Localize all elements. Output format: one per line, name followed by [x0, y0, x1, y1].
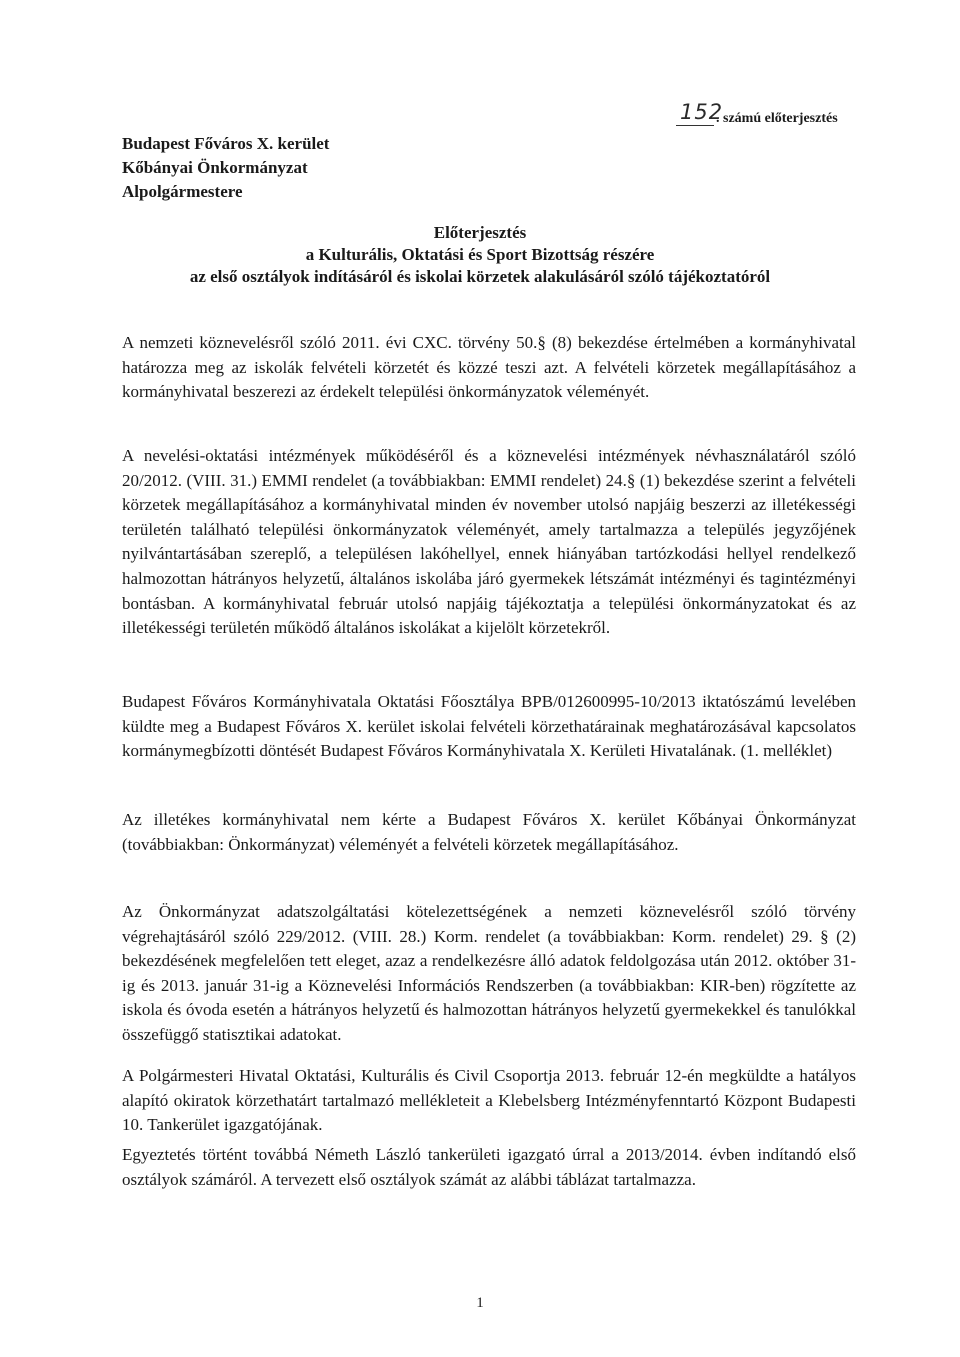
document-title: [0, 222, 960, 288]
title-heading: Előterjesztés: [433, 223, 527, 242]
handwritten-document-number: 152: [680, 100, 724, 124]
issuer-district: Budapest Főváros X. kerület: [122, 134, 330, 153]
paragraph: A nemzeti köznevelésről szóló 2011. évi CXC. törvény 50.§ (8) bekezdése értelmében a kormányhivatal határozza meg az iskolák felvételi körzetét és közzé teszi azt. A felvételi körzetek megállapításához a kormányhivatal beszerezi az érdekelt települési önkormányzatok véleményét.: [122, 333, 856, 402]
page-number: 1: [476, 1295, 484, 1311]
document-type-label: . számú előterjesztés: [716, 111, 838, 126]
number-underline: [676, 125, 714, 126]
title-recipient: a Kulturális, Oktatási és Sport Bizottság részére: [305, 245, 655, 264]
document-number-block: [676, 100, 876, 140]
issuer-office: Alpolgármestere: [122, 182, 243, 201]
issuer-municipality: Kőbányai Önkormányzat: [122, 158, 308, 177]
paragraph: A Polgármesteri Hivatal Oktatási, Kulturális és Civil Csoportja 2013. február 12-én megküldte a hatályos alapító okiratok körzethatárt tartalmazó mellékleteit a Klebelsberg Intézményfenntartó Központ Budapesti 10. Tankerület igazgatójának.: [122, 1066, 856, 1135]
paragraph: Egyeztetés történt továbbá Németh László tankerületi igazgató úrral a 2013/2014. évben indítandó első osztályok számáról. A tervezett első osztályok számát az alábbi táblázat tartalmazza.: [122, 1145, 856, 1189]
issuer-block: [122, 132, 329, 204]
paragraph: A nevelési-oktatási intézmények működéséről és a köznevelési intézmények névhasználatáról szóló 20/2012. (VIII. 31.) EMMI rendelet (a továbbiakban: EMMI rendelet) 24.§ (1) bekezdése szerint a felvételi körzetek megállapításához a kormányhivatal minden év november utolsó napjáig beszerzi az illetékességi területén található települési önkormányzatok véleményét, amely tartalmazza a település jegyzőjének nyilvántartásában szereplő, a településen lakóhellyel, ennek hiányában tartózkodási hellyel rendelkező halmozottan hátrányos helyzetű, általános iskolába járó gyermekek létszámát intézményi és tagintézményi bontásban. A kormányhivatal február utolsó napjáig tájékoztatja a települési önkormányzatokat és az illetékességi területén működő általános iskolákat a kijelölt körzetekről.: [122, 446, 856, 638]
paragraph: Budapest Főváros Kormányhivatala Oktatási Főosztálya BPB/012600995-10/2013 iktatószámú levelében küldte meg a Budapest Főváros X. kerület iskolai felvételi körzethatárainak meghatározásával kapcsolatos kormánymegbízotti döntését Budapest Főváros Kormányhivatala X. Kerületi Hivatalának. (1. melléklet): [122, 692, 856, 761]
paragraph: Az Önkormányzat adatszolgáltatási kötelezettségének a nemzeti köznevelésről szóló törvény végrehajtásáról szóló 229/2012. (VIII. 28.) Korm. rendelet (a továbbiakban: Korm. rendelet) 29. § (2) bekezdésének megfelelően tett eleget, azaz a rendelkezésre álló adatok feldolgozása után 2012. október 31-ig és 2013. január 31-ig a Köznevelési Információs Rendszerben (a továbbiakban: KIR-ben) rögzítette az iskola és óvoda esetén a hátrányos helyzetű és halmozottan hátrányos helyzetű gyermekekkel és tanulókkal összefüggő statisztikai adatokat.: [122, 902, 856, 1044]
paragraph: Az illetékes kormányhivatal nem kérte a Budapest Főváros X. kerület Kőbányai Önkormányzat (továbbiakban: Önkormányzat) véleményét a felvételi körzetek megállapításához.: [122, 810, 856, 854]
title-subject: az első osztályok indításáról és iskolai körzetek alakulásáról szóló tájékoztatóról: [189, 267, 771, 286]
